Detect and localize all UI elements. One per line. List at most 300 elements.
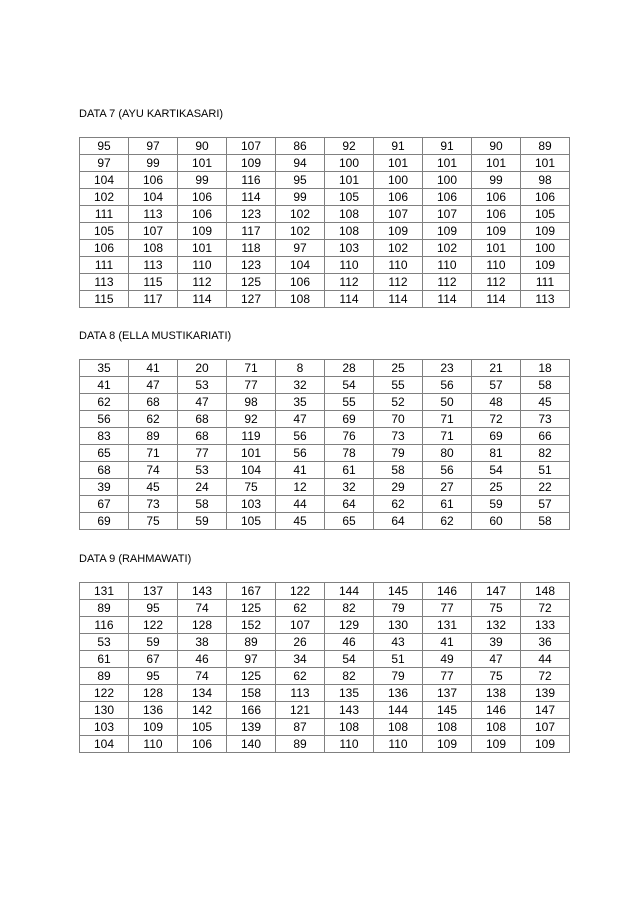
table-cell: 44 [521, 651, 570, 668]
table-cell: 46 [178, 651, 227, 668]
data-9-title: DATA 9 (RAHMAWATI) [79, 553, 192, 565]
table-cell: 110 [374, 736, 423, 753]
table-cell: 105 [178, 719, 227, 736]
table-cell: 41 [423, 634, 472, 651]
table-cell: 72 [521, 600, 570, 617]
table-cell: 129 [325, 617, 374, 634]
table-cell: 113 [521, 291, 570, 308]
data-8-table [79, 359, 570, 530]
table-row [80, 445, 570, 462]
table-cell: 22 [521, 479, 570, 496]
table-cell: 54 [325, 377, 374, 394]
table-cell: 36 [521, 634, 570, 651]
table-cell: 71 [423, 428, 472, 445]
table-cell: 106 [472, 189, 521, 206]
table-row [80, 206, 570, 223]
table-cell: 108 [325, 719, 374, 736]
table-cell: 95 [80, 138, 129, 155]
table-cell: 100 [521, 240, 570, 257]
data-7-title: DATA 7 (AYU KARTIKASARI) [79, 108, 224, 120]
table-cell: 61 [423, 496, 472, 513]
table-cell: 114 [227, 189, 276, 206]
table-cell: 101 [472, 240, 521, 257]
table-cell: 76 [325, 428, 374, 445]
table-row [80, 274, 570, 291]
table-cell: 53 [178, 462, 227, 479]
table-cell: 58 [374, 462, 423, 479]
table-cell: 67 [80, 496, 129, 513]
table-cell: 23 [423, 360, 472, 377]
table-cell: 77 [178, 445, 227, 462]
table-cell: 90 [178, 138, 227, 155]
table-cell: 108 [276, 291, 325, 308]
table-cell: 113 [276, 685, 325, 702]
table-cell: 70 [374, 411, 423, 428]
table-cell: 113 [129, 257, 178, 274]
table-cell: 110 [129, 736, 178, 753]
table-cell: 74 [178, 600, 227, 617]
table-cell: 97 [80, 155, 129, 172]
table-row [80, 240, 570, 257]
table-cell: 24 [178, 479, 227, 496]
table-cell: 97 [129, 138, 178, 155]
table-cell: 56 [423, 377, 472, 394]
table-row [80, 634, 570, 651]
table-cell: 109 [129, 719, 178, 736]
table-cell: 62 [80, 394, 129, 411]
table-cell: 65 [80, 445, 129, 462]
table-cell: 125 [227, 274, 276, 291]
data-7-table [79, 137, 570, 308]
table-cell: 102 [423, 240, 472, 257]
table-cell: 102 [276, 223, 325, 240]
table-cell: 32 [325, 479, 374, 496]
table-cell: 62 [423, 513, 472, 530]
table-cell: 65 [325, 513, 374, 530]
table-cell: 41 [80, 377, 129, 394]
table-cell: 60 [472, 513, 521, 530]
table-cell: 109 [472, 223, 521, 240]
table-cell: 97 [276, 240, 325, 257]
table-cell: 108 [325, 223, 374, 240]
table-cell: 91 [423, 138, 472, 155]
table-cell: 43 [374, 634, 423, 651]
table-cell: 72 [472, 411, 521, 428]
table-cell: 139 [227, 719, 276, 736]
table-cell: 103 [325, 240, 374, 257]
table-cell: 97 [227, 651, 276, 668]
table-cell: 137 [129, 583, 178, 600]
table-cell: 113 [80, 274, 129, 291]
table-cell: 102 [276, 206, 325, 223]
table-cell: 104 [80, 736, 129, 753]
table-cell: 100 [374, 172, 423, 189]
table-cell: 90 [472, 138, 521, 155]
table-cell: 101 [325, 172, 374, 189]
table-row [80, 172, 570, 189]
table-cell: 81 [472, 445, 521, 462]
table-cell: 111 [80, 206, 129, 223]
table-cell: 56 [423, 462, 472, 479]
table-cell: 100 [423, 172, 472, 189]
table-cell: 118 [227, 240, 276, 257]
table-cell: 147 [472, 583, 521, 600]
table-cell: 55 [325, 394, 374, 411]
table-cell: 102 [374, 240, 423, 257]
table-cell: 53 [178, 377, 227, 394]
table-cell: 38 [178, 634, 227, 651]
table-cell: 158 [227, 685, 276, 702]
table-cell: 106 [80, 240, 129, 257]
table-cell: 26 [276, 634, 325, 651]
data-8-title: DATA 8 (ELLA MUSTIKARIATI) [79, 330, 232, 342]
table-cell: 75 [472, 600, 521, 617]
table-cell: 45 [129, 479, 178, 496]
table-cell: 127 [227, 291, 276, 308]
table-cell: 136 [374, 685, 423, 702]
table-cell: 138 [472, 685, 521, 702]
table-cell: 74 [178, 668, 227, 685]
table-cell: 71 [227, 360, 276, 377]
table-cell: 132 [472, 617, 521, 634]
table-cell: 78 [325, 445, 374, 462]
table-cell: 122 [129, 617, 178, 634]
table-row [80, 223, 570, 240]
table-cell: 95 [129, 668, 178, 685]
table-cell: 54 [325, 651, 374, 668]
table-cell: 62 [276, 600, 325, 617]
table-cell: 57 [472, 377, 521, 394]
table-cell: 135 [325, 685, 374, 702]
table-cell: 104 [129, 189, 178, 206]
table-cell: 64 [374, 513, 423, 530]
table-cell: 99 [178, 172, 227, 189]
table-cell: 53 [80, 634, 129, 651]
table-cell: 101 [472, 155, 521, 172]
table-cell: 83 [80, 428, 129, 445]
table-cell: 112 [178, 274, 227, 291]
table-cell: 12 [276, 479, 325, 496]
table-cell: 106 [178, 736, 227, 753]
table-cell: 41 [129, 360, 178, 377]
table-cell: 148 [521, 583, 570, 600]
table-cell: 47 [129, 377, 178, 394]
table-row [80, 138, 570, 155]
table-row [80, 291, 570, 308]
table-cell: 89 [80, 668, 129, 685]
table-row [80, 617, 570, 634]
table-cell: 108 [472, 719, 521, 736]
table-cell: 62 [129, 411, 178, 428]
table-row [80, 513, 570, 530]
table-cell: 48 [472, 394, 521, 411]
table-cell: 35 [276, 394, 325, 411]
table-row [80, 394, 570, 411]
table-cell: 75 [129, 513, 178, 530]
table-cell: 94 [276, 155, 325, 172]
table-cell: 105 [325, 189, 374, 206]
table-cell: 77 [227, 377, 276, 394]
table-cell: 136 [129, 702, 178, 719]
table-cell: 109 [423, 736, 472, 753]
table-cell: 58 [521, 513, 570, 530]
data-8-section [79, 329, 570, 530]
table-cell: 121 [276, 702, 325, 719]
table-cell: 109 [521, 736, 570, 753]
table-cell: 98 [521, 172, 570, 189]
table-cell: 20 [178, 360, 227, 377]
table-cell: 8 [276, 360, 325, 377]
table-cell: 110 [472, 257, 521, 274]
table-cell: 130 [374, 617, 423, 634]
table-row [80, 702, 570, 719]
table-cell: 103 [227, 496, 276, 513]
table-cell: 130 [80, 702, 129, 719]
table-cell: 75 [472, 668, 521, 685]
table-cell: 109 [227, 155, 276, 172]
table-cell: 106 [129, 172, 178, 189]
table-cell: 144 [374, 702, 423, 719]
table-row [80, 583, 570, 600]
table-cell: 55 [374, 377, 423, 394]
table-cell: 92 [227, 411, 276, 428]
table-cell: 79 [374, 445, 423, 462]
table-cell: 106 [472, 206, 521, 223]
table-row [80, 651, 570, 668]
table-cell: 101 [521, 155, 570, 172]
table-cell: 146 [423, 583, 472, 600]
table-cell: 115 [129, 274, 178, 291]
table-cell: 134 [178, 685, 227, 702]
table-cell: 110 [374, 257, 423, 274]
table-cell: 112 [472, 274, 521, 291]
table-cell: 137 [423, 685, 472, 702]
table-cell: 99 [472, 172, 521, 189]
table-cell: 28 [325, 360, 374, 377]
table-cell: 35 [80, 360, 129, 377]
table-cell: 104 [276, 257, 325, 274]
table-cell: 113 [129, 206, 178, 223]
table-cell: 34 [276, 651, 325, 668]
table-cell: 57 [521, 496, 570, 513]
table-cell: 56 [80, 411, 129, 428]
table-cell: 87 [276, 719, 325, 736]
table-row [80, 428, 570, 445]
table-cell: 109 [521, 257, 570, 274]
table-row [80, 377, 570, 394]
table-cell: 50 [423, 394, 472, 411]
table-cell: 89 [521, 138, 570, 155]
table-cell: 68 [178, 428, 227, 445]
table-cell: 107 [129, 223, 178, 240]
table-cell: 109 [178, 223, 227, 240]
table-cell: 109 [472, 736, 521, 753]
table-cell: 21 [472, 360, 521, 377]
table-cell: 39 [80, 479, 129, 496]
table-cell: 101 [178, 155, 227, 172]
table-cell: 105 [227, 513, 276, 530]
table-cell: 52 [374, 394, 423, 411]
table-cell: 86 [276, 138, 325, 155]
table-cell: 95 [129, 600, 178, 617]
table-cell: 145 [374, 583, 423, 600]
table-cell: 167 [227, 583, 276, 600]
table-row [80, 189, 570, 206]
table-cell: 101 [178, 240, 227, 257]
table-row [80, 685, 570, 702]
table-cell: 106 [178, 189, 227, 206]
table-cell: 95 [276, 172, 325, 189]
table-cell: 106 [374, 189, 423, 206]
table-cell: 107 [521, 719, 570, 736]
table-cell: 82 [325, 600, 374, 617]
table-cell: 51 [521, 462, 570, 479]
table-cell: 71 [423, 411, 472, 428]
table-cell: 89 [129, 428, 178, 445]
table-cell: 64 [325, 496, 374, 513]
table-cell: 82 [325, 668, 374, 685]
table-cell: 59 [129, 634, 178, 651]
table-row [80, 479, 570, 496]
table-cell: 77 [423, 668, 472, 685]
table-cell: 47 [178, 394, 227, 411]
table-cell: 122 [276, 583, 325, 600]
table-cell: 79 [374, 668, 423, 685]
table-cell: 125 [227, 600, 276, 617]
table-cell: 104 [227, 462, 276, 479]
table-cell: 105 [80, 223, 129, 240]
data-9-section [79, 552, 570, 753]
table-cell: 49 [423, 651, 472, 668]
table-cell: 39 [472, 634, 521, 651]
table-cell: 110 [325, 736, 374, 753]
table-cell: 123 [227, 257, 276, 274]
table-cell: 107 [374, 206, 423, 223]
table-cell: 29 [374, 479, 423, 496]
table-cell: 45 [276, 513, 325, 530]
table-cell: 59 [472, 496, 521, 513]
table-cell: 106 [521, 189, 570, 206]
table-cell: 107 [423, 206, 472, 223]
table-cell: 89 [276, 736, 325, 753]
table-cell: 119 [227, 428, 276, 445]
table-row [80, 668, 570, 685]
table-cell: 69 [80, 513, 129, 530]
table-cell: 62 [374, 496, 423, 513]
table-cell: 131 [423, 617, 472, 634]
table-cell: 114 [472, 291, 521, 308]
table-row [80, 719, 570, 736]
table-row [80, 736, 570, 753]
table-cell: 66 [521, 428, 570, 445]
table-cell: 61 [80, 651, 129, 668]
table-cell: 114 [374, 291, 423, 308]
table-cell: 56 [276, 445, 325, 462]
table-cell: 112 [423, 274, 472, 291]
table-cell: 27 [423, 479, 472, 496]
table-cell: 75 [227, 479, 276, 496]
table-cell: 58 [521, 377, 570, 394]
table-cell: 139 [521, 685, 570, 702]
table-cell: 71 [129, 445, 178, 462]
table-cell: 143 [178, 583, 227, 600]
table-cell: 101 [423, 155, 472, 172]
table-cell: 32 [276, 377, 325, 394]
table-cell: 73 [129, 496, 178, 513]
table-cell: 140 [227, 736, 276, 753]
table-cell: 103 [80, 719, 129, 736]
table-cell: 128 [178, 617, 227, 634]
data-9-table [79, 582, 570, 753]
table-cell: 68 [80, 462, 129, 479]
table-cell: 123 [227, 206, 276, 223]
table-cell: 69 [472, 428, 521, 445]
table-cell: 82 [521, 445, 570, 462]
table-cell: 62 [276, 668, 325, 685]
table-cell: 108 [129, 240, 178, 257]
table-cell: 116 [227, 172, 276, 189]
table-cell: 114 [325, 291, 374, 308]
table-cell: 122 [80, 685, 129, 702]
table-cell: 111 [80, 257, 129, 274]
table-cell: 106 [276, 274, 325, 291]
table-cell: 101 [227, 445, 276, 462]
table-cell: 68 [129, 394, 178, 411]
table-row [80, 257, 570, 274]
table-cell: 41 [276, 462, 325, 479]
table-cell: 59 [178, 513, 227, 530]
table-cell: 77 [423, 600, 472, 617]
table-cell: 115 [80, 291, 129, 308]
table-cell: 47 [472, 651, 521, 668]
table-cell: 117 [129, 291, 178, 308]
table-cell: 107 [227, 138, 276, 155]
table-cell: 45 [521, 394, 570, 411]
table-cell: 79 [374, 600, 423, 617]
table-cell: 116 [80, 617, 129, 634]
table-cell: 74 [129, 462, 178, 479]
table-cell: 91 [374, 138, 423, 155]
table-cell: 67 [129, 651, 178, 668]
table-cell: 133 [521, 617, 570, 634]
table-cell: 102 [80, 189, 129, 206]
table-cell: 99 [276, 189, 325, 206]
table-row [80, 411, 570, 428]
table-cell: 112 [374, 274, 423, 291]
table-cell: 104 [80, 172, 129, 189]
table-row [80, 496, 570, 513]
table-row [80, 360, 570, 377]
table-cell: 89 [227, 634, 276, 651]
table-cell: 108 [374, 719, 423, 736]
table-cell: 73 [521, 411, 570, 428]
table-cell: 128 [129, 685, 178, 702]
table-cell: 18 [521, 360, 570, 377]
table-cell: 92 [325, 138, 374, 155]
table-cell: 25 [374, 360, 423, 377]
table-cell: 111 [521, 274, 570, 291]
table-cell: 46 [325, 634, 374, 651]
table-cell: 147 [521, 702, 570, 719]
table-cell: 80 [423, 445, 472, 462]
table-cell: 112 [325, 274, 374, 291]
table-cell: 108 [325, 206, 374, 223]
table-cell: 108 [423, 719, 472, 736]
table-cell: 61 [325, 462, 374, 479]
table-cell: 107 [276, 617, 325, 634]
table-cell: 152 [227, 617, 276, 634]
table-cell: 145 [423, 702, 472, 719]
